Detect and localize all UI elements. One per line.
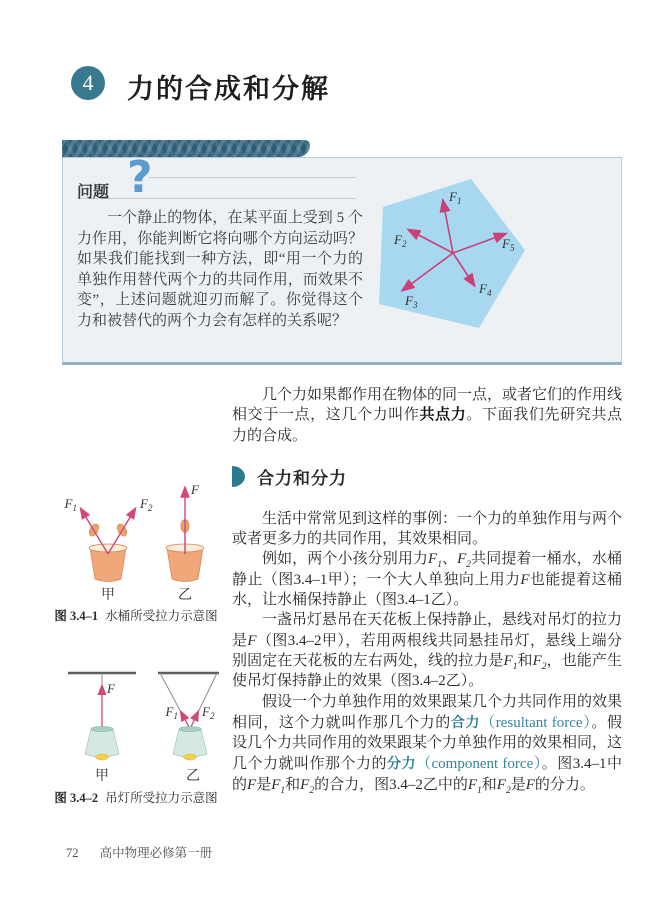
lamp-yi xyxy=(158,673,219,760)
figure2-sublabel-yi: 乙 xyxy=(186,769,200,784)
force-label-f4: $F_4$ xyxy=(479,281,492,298)
force-label-f2: $F_2$ xyxy=(394,232,407,249)
force-label-f2: $F_2$ xyxy=(202,704,215,721)
figure2-caption-text: 吊灯所受拉力示意图 xyxy=(105,791,218,805)
problem-label: 问题 xyxy=(77,184,110,201)
section-bullet-icon xyxy=(232,466,245,487)
force-label-f1: $F_1$ xyxy=(165,704,178,721)
pentagon-forces-diagram xyxy=(369,177,601,355)
figure1-caption-text: 水桶所受拉力示意图 xyxy=(105,609,218,623)
section-title: 合力和分力 xyxy=(257,468,347,488)
force-label-f1: $F_1$ xyxy=(64,496,77,513)
figure1-caption xyxy=(40,606,232,624)
figure2-caption xyxy=(40,788,232,806)
bulb-icon xyxy=(96,754,109,760)
figure2-sublabel-jia: 甲 xyxy=(95,769,109,784)
bucket-yi xyxy=(166,482,204,582)
paragraph-common-point-forces: 几个力如果都作用在物体的同一点，或者它们的作用线相交于一点，这几个力叫作共点力。下面我们先研究共点力的合成。 xyxy=(232,387,623,444)
force-label-f: F xyxy=(107,681,115,696)
problem-text: 一个静止的物体，在某平面上受到 5 个力作用，你能判断它将向哪个方向运动吗？如果我们能找到一种方法，即“用一个力的单独作用替代两个力的共同作用，而效果不变”，上述问题就迎刃而解了。你觉得这个力和被替代的两个力会有怎样的关系呢？ xyxy=(77,210,363,329)
main-text-column xyxy=(232,385,622,795)
lamp-jia xyxy=(68,673,136,760)
force-label-f5: $F_5$ xyxy=(502,236,515,253)
divider-line xyxy=(149,177,356,178)
divider-line xyxy=(77,198,356,199)
bulb-icon xyxy=(184,754,197,760)
figure-bucket-diagram xyxy=(40,478,232,584)
paragraph-definitions: 假设一个力单独作用的效果跟某几个力共同作用的效果相同，这个力就叫作那几个力的合力（resultant force）。假设几个力共同作用的效果跟某个力单独作用的效果相同，这几个力就叫作那个力的分力（component force）。图3.4–1中的F是$F_1$和$F_2$的合力，图3.4–2乙中的$F_1$和$F_2$是F的分力。 xyxy=(232,693,623,796)
page-footer xyxy=(66,843,212,861)
paragraph-bucket-example: 例如，两个小孩分别用力$F_1$、$F_2$共同提着一桶水，水桶静止（图3.4–1甲）；一个大人单独向上用力F也能提着这桶水，让水桶保持静止（图3.4–1乙）。 xyxy=(232,551,622,609)
problem-box xyxy=(62,152,622,365)
figure1-number: 图 3.4–1 xyxy=(54,609,99,623)
section-heading xyxy=(232,464,622,489)
paragraph-example-intro: 生活中常常见到这样的事例：一个力的单独作用与两个或者更多力的共同作用，其效果相同。 xyxy=(232,510,623,548)
figure1-sublabel-jia: 甲 xyxy=(101,588,115,603)
figure-lamp-diagram xyxy=(40,660,232,772)
page-number: 72 xyxy=(66,846,79,860)
paragraph-lamp-example: 一盏吊灯悬吊在天花板上保持静止，悬线对吊灯的拉力是F（图3.4–2甲），若用两根线共同悬挂吊灯，悬线上端分别固定在天花板的左右两处，线的拉力是$F_1$和$F_2$，也能产生使吊灯保持静止的效果（图3.4–2乙）。 xyxy=(232,612,623,690)
force-label-f: F xyxy=(191,482,199,497)
decorative-chevron-band xyxy=(62,140,310,157)
question-mark-icon: ? xyxy=(127,152,153,203)
force-label-f2: $F_2$ xyxy=(140,496,153,513)
chapter-number-badge: 4 xyxy=(71,66,105,100)
force-label-f3: $F_3$ xyxy=(405,293,418,310)
chapter-title: 力的合成和分解 xyxy=(127,74,330,104)
figure1-sublabel-yi: 乙 xyxy=(178,588,192,603)
book-title: 高中物理必修第一册 xyxy=(99,846,213,860)
bucket-jia xyxy=(64,496,153,582)
figure2-number: 图 3.4–2 xyxy=(54,791,99,805)
force-label-f1: $F_1$ xyxy=(449,189,462,206)
